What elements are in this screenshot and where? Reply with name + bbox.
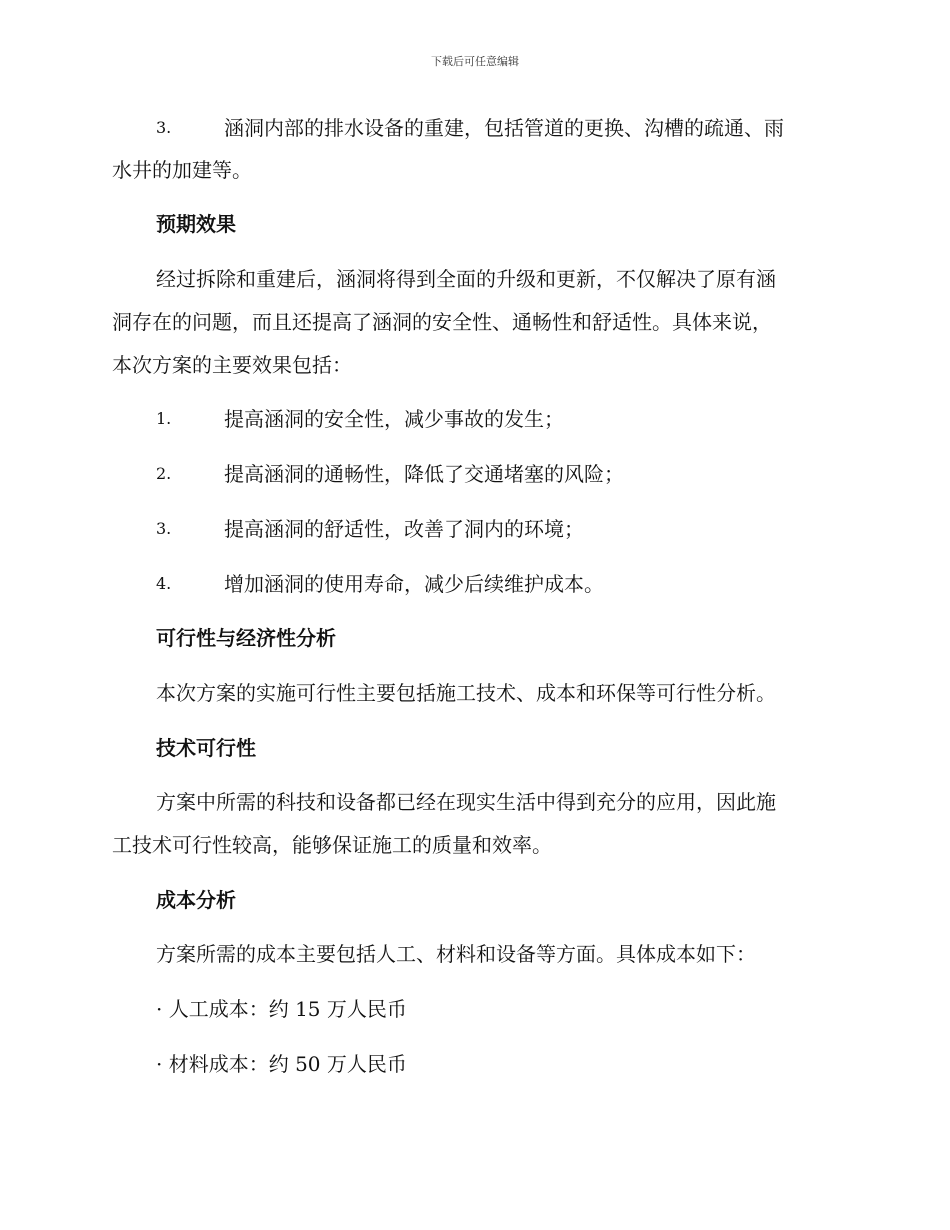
paragraph-line: 工技术可行性较高，能够保证施工的质量和效率。	[112, 833, 552, 857]
paragraph-line: 方案所需的成本主要包括人工、材料和设备等方面。具体成本如下：	[156, 942, 756, 966]
paragraph-line: 本次方案的实施可行性主要包括施工技术、成本和环保等可行性分析。	[156, 681, 776, 705]
list-item-text: 提高涵洞的安全性，减少事故的发生；	[224, 407, 564, 431]
list-item-text: 提高涵洞的通畅性，降低了交通堵塞的风险；	[224, 462, 624, 486]
section-heading-effect: 预期效果	[156, 212, 236, 236]
paragraph-line: 经过拆除和重建后，涵洞将得到全面的升级和更新，不仅解决了原有涵	[156, 267, 776, 291]
list-number: 4.	[156, 574, 172, 593]
list-item-text: 提高涵洞的舒适性，改善了洞内的环境；	[224, 517, 584, 541]
list-number: 3.	[156, 519, 172, 538]
paragraph-line: 方案中所需的科技和设备都已经在现实生活中得到充分的应用，因此施	[156, 790, 776, 814]
list-item-text: 增加涵洞的使用寿命，减少后续维护成本。	[224, 572, 604, 596]
list-number: 1.	[156, 409, 172, 428]
section-heading-cost: 成本分析	[156, 888, 236, 912]
page-header: 下载后可任意编辑	[431, 55, 519, 68]
paragraph-line: 洞存在的问题，而且还提高了涵洞的安全性、通畅性和舒适性。具体来说，	[112, 310, 772, 334]
bullet-item: · 人工成本：约 15 万人民币	[156, 997, 407, 1021]
section-heading-tech: 技术可行性	[156, 736, 256, 760]
list-number: 2.	[156, 464, 172, 483]
paragraph-line: 本次方案的主要效果包括：	[112, 353, 352, 377]
bullet-item: · 材料成本：约 50 万人民币	[156, 1052, 407, 1076]
list-number: 3.	[156, 118, 172, 137]
section-heading-feasibility: 可行性与经济性分析	[156, 626, 336, 650]
list-item-text-continued: 水井的加建等。	[112, 158, 252, 182]
list-item-text: 涵洞内部的排水设备的重建，包括管道的更换、沟槽的疏通、雨	[224, 116, 784, 140]
